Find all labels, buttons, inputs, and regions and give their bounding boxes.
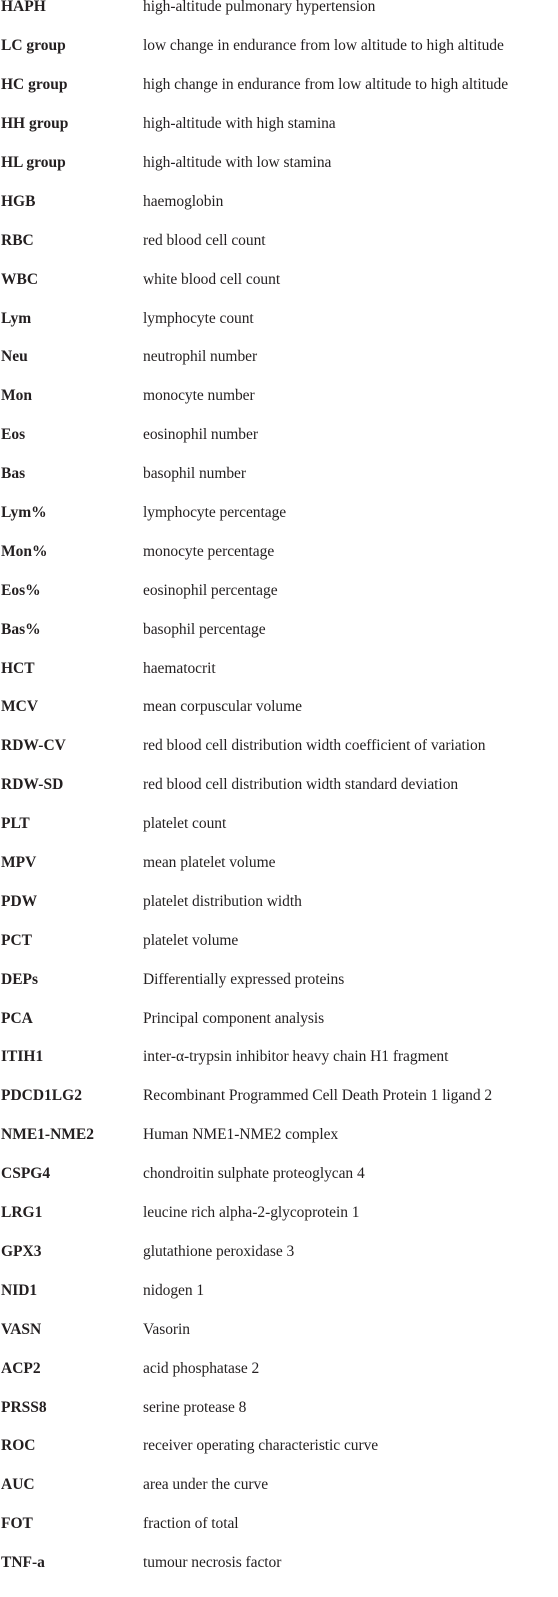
abbreviation-row bbox=[0, 1077, 558, 1116]
abbreviation-definition: lymphocyte percentage bbox=[143, 504, 287, 522]
abbreviation-definition: high-altitude pulmonary hypertension bbox=[143, 0, 376, 16]
abbreviation-row bbox=[0, 1427, 558, 1466]
abbreviation-row bbox=[0, 1349, 558, 1388]
abbreviation-term: PCT bbox=[1, 931, 32, 949]
abbreviation-term: DEPs bbox=[1, 970, 39, 988]
abbreviation-term: CSPG4 bbox=[1, 1165, 51, 1183]
abbreviation-term: NME1-NME2 bbox=[1, 1126, 94, 1144]
abbreviation-term: Bas% bbox=[1, 620, 41, 638]
abbreviation-term: Mon bbox=[1, 387, 32, 405]
abbreviation-term: HL group bbox=[1, 154, 66, 171]
abbreviation-definition: acid phosphatase 2 bbox=[143, 1359, 260, 1377]
abbreviation-row bbox=[0, 727, 558, 766]
abbreviation-definition: high-altitude with low stamina bbox=[143, 154, 332, 171]
abbreviation-term: Eos bbox=[1, 426, 26, 444]
abbreviation-definition: Recombinant Programmed Cell Death Protein 1 ligand 2 bbox=[143, 1087, 493, 1105]
abbreviation-term: MPV bbox=[1, 854, 37, 872]
abbreviation-row bbox=[0, 766, 558, 805]
abbreviation-term: Eos% bbox=[1, 581, 41, 599]
abbreviation-definition: basophil number bbox=[143, 465, 246, 483]
abbreviation-definition: high-altitude with high stamina bbox=[143, 115, 336, 133]
abbreviation-definition: platelet volume bbox=[143, 931, 239, 949]
abbreviation-definition: eosinophil percentage bbox=[143, 581, 278, 599]
abbreviation-definition: red blood cell distribution width standard deviation bbox=[143, 776, 459, 794]
abbreviation-definition: fraction of total bbox=[143, 1515, 239, 1533]
abbreviation-term: LC group bbox=[1, 37, 66, 55]
abbreviation-definition: high change in endurance from low altitude to high altitude bbox=[143, 76, 509, 94]
abbreviation-term: Lym bbox=[1, 309, 32, 327]
abbreviation-definition: eosinophil number bbox=[143, 426, 258, 444]
abbreviation-row bbox=[0, 27, 558, 66]
abbreviation-definition: receiver operating characteristic curve bbox=[143, 1437, 379, 1455]
abbreviation-term: HC group bbox=[1, 76, 68, 94]
abbreviation-row bbox=[0, 882, 558, 921]
abbreviation-row bbox=[0, 921, 558, 960]
abbreviation-definition: Vasorin bbox=[143, 1320, 191, 1338]
abbreviation-definition: nidogen 1 bbox=[143, 1281, 205, 1299]
abbreviation-row bbox=[0, 1310, 558, 1349]
abbreviation-row bbox=[0, 610, 558, 649]
abbreviation-term: ACP2 bbox=[1, 1359, 41, 1377]
abbreviation-definition: chondroitin sulphate proteoglycan 4 bbox=[143, 1165, 365, 1183]
abbreviation-definition: Human NME1-NME2 complex bbox=[143, 1126, 339, 1144]
abbreviation-definition: mean corpuscular volume bbox=[143, 698, 302, 716]
abbreviation-term: ITIH1 bbox=[1, 1048, 44, 1066]
abbreviation-definition: basophil percentage bbox=[143, 620, 266, 638]
abbreviation-term: GPX3 bbox=[1, 1242, 42, 1260]
abbreviation-row bbox=[0, 805, 558, 844]
abbreviation-term: PDW bbox=[1, 892, 38, 910]
abbreviation-row bbox=[0, 1271, 558, 1310]
abbreviation-definition: red blood cell distribution width coefficient of variation bbox=[143, 737, 486, 755]
abbreviation-term: PCA bbox=[1, 1009, 33, 1027]
abbreviation-row bbox=[0, 1194, 558, 1233]
abbreviation-definition: Principal component analysis bbox=[143, 1009, 325, 1027]
abbreviation-row bbox=[0, 960, 558, 999]
abbreviation-definition: red blood cell count bbox=[143, 231, 266, 249]
abbreviation-definition: monocyte percentage bbox=[143, 542, 275, 560]
abbreviation-definition: leucine rich alpha-2-glycoprotein 1 bbox=[143, 1204, 360, 1222]
abbreviation-definition: serine protease 8 bbox=[143, 1398, 247, 1416]
abbreviation-row bbox=[0, 221, 558, 260]
abbreviation-term: AUC bbox=[1, 1476, 35, 1494]
abbreviation-definition: tumour necrosis factor bbox=[143, 1554, 282, 1572]
abbreviation-definition: glutathione peroxidase 3 bbox=[143, 1242, 295, 1260]
abbreviation-term: FOT bbox=[1, 1515, 33, 1533]
abbreviation-term: PLT bbox=[1, 815, 30, 833]
abbreviation-term: RDW-CV bbox=[1, 737, 66, 755]
abbreviation-term: Lym% bbox=[1, 504, 47, 522]
abbreviation-row bbox=[0, 1155, 558, 1194]
abbreviation-row bbox=[0, 182, 558, 221]
abbreviation-definition: platelet distribution width bbox=[143, 892, 302, 910]
abbreviation-definition: platelet count bbox=[143, 815, 227, 833]
abbreviation-row bbox=[0, 494, 558, 533]
abbreviation-term: HGB bbox=[1, 192, 36, 210]
abbreviation-term: HCT bbox=[1, 659, 35, 677]
abbreviation-row bbox=[0, 999, 558, 1038]
abbreviation-term: ROC bbox=[1, 1437, 36, 1455]
abbreviation-definition: haemoglobin bbox=[143, 192, 224, 210]
abbreviation-row bbox=[0, 144, 558, 183]
abbreviation-term: MCV bbox=[1, 698, 39, 716]
abbreviation-row bbox=[0, 1466, 558, 1505]
abbreviation-definition: inter-α-trypsin inhibitor heavy chain H1 fragment bbox=[143, 1048, 449, 1066]
abbreviation-row bbox=[0, 1388, 558, 1427]
abbreviation-term: Mon% bbox=[1, 542, 48, 560]
abbreviation-definition: haematocrit bbox=[143, 659, 216, 677]
abbreviation-row bbox=[0, 105, 558, 144]
abbreviation-definition: Differentially expressed proteins bbox=[143, 970, 345, 988]
abbreviation-row bbox=[0, 688, 558, 727]
abbreviation-term: Neu bbox=[1, 348, 28, 366]
abbreviation-row bbox=[0, 338, 558, 377]
abbreviation-row bbox=[0, 66, 558, 105]
abbreviation-row bbox=[0, 571, 558, 610]
abbreviation-term: VASN bbox=[1, 1320, 42, 1338]
abbreviation-row bbox=[0, 649, 558, 688]
abbreviation-row bbox=[0, 299, 558, 338]
abbreviation-term: RDW-SD bbox=[1, 776, 64, 794]
abbreviation-definition: white blood cell count bbox=[143, 270, 281, 288]
abbreviation-term: WBC bbox=[1, 270, 39, 288]
abbreviation-term: PRSS8 bbox=[1, 1398, 47, 1416]
abbreviation-definition: monocyte number bbox=[143, 387, 255, 405]
abbreviation-row bbox=[0, 0, 558, 27]
abbreviation-definition: mean platelet volume bbox=[143, 854, 276, 872]
abbreviation-definition: lymphocyte count bbox=[143, 309, 254, 327]
abbreviation-row bbox=[0, 260, 558, 299]
abbreviation-row bbox=[0, 1233, 558, 1272]
abbreviation-term: NID1 bbox=[1, 1281, 38, 1299]
abbreviation-row bbox=[0, 1505, 558, 1544]
abbreviation-row bbox=[0, 1038, 558, 1077]
abbreviation-row bbox=[0, 532, 558, 571]
abbreviation-term: RBC bbox=[1, 231, 34, 249]
abbreviation-definition: low change in endurance from low altitude to high altitude bbox=[143, 37, 504, 55]
abbreviation-row bbox=[0, 1544, 558, 1583]
abbreviation-row bbox=[0, 377, 558, 416]
abbreviation-term: PDCD1LG2 bbox=[1, 1087, 82, 1105]
abbreviation-term: LRG1 bbox=[1, 1204, 43, 1222]
abbreviation-definition: neutrophil number bbox=[143, 348, 258, 366]
abbreviation-term: HAPH bbox=[1, 0, 46, 16]
abbreviation-row bbox=[0, 416, 558, 455]
abbreviation-term: Bas bbox=[1, 465, 26, 483]
abbreviation-row bbox=[0, 1116, 558, 1155]
abbreviation-row bbox=[0, 844, 558, 883]
abbreviation-definition: area under the curve bbox=[143, 1476, 269, 1494]
abbreviation-term: HH group bbox=[1, 115, 69, 133]
abbreviation-term: TNF-a bbox=[1, 1554, 45, 1572]
abbreviation-row bbox=[0, 455, 558, 494]
